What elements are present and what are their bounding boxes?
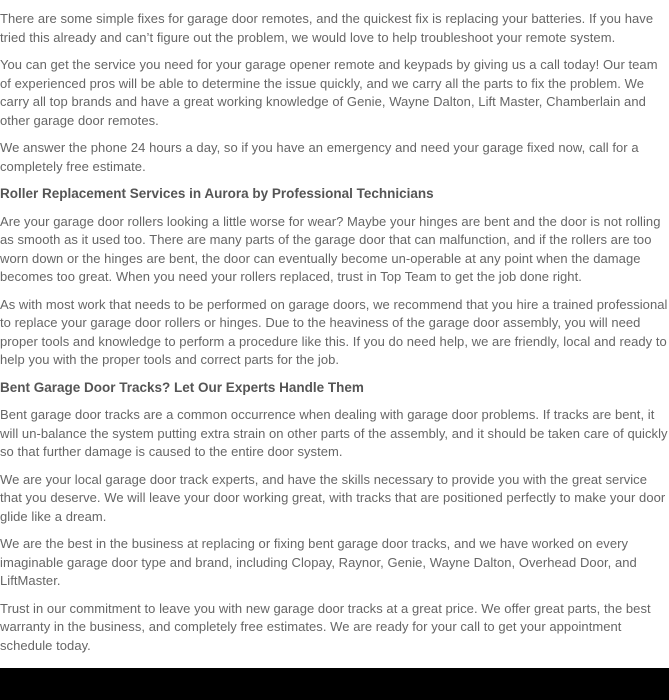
footer-bar: [0, 668, 669, 700]
heading-roller-replacement: Roller Replacement Services in Aurora by Professional Technicians: [0, 186, 434, 201]
paragraph-rollers-professional: As with most work that needs to be performed on garage doors, we recommend that you hire a trained professional to replace your garage door rollers or hinges. Due to the heaviness of the garage door assembly, you will need proper tools and knowledge to perform a procedure like this. If you do need help, we are friendly, local and ready to help you with the proper tools and correct parts for the job.: [0, 296, 668, 367]
heading-bent-tracks: Bent Garage Door Tracks? Let Our Experts Handle Them: [0, 379, 364, 395]
paragraph-remote-service: You can get the service you need for your garage opener remote and keypads by giving us a call today! Our team of experienced pros will be able to determine the issue quickly, and we carry all the parts to fix the problem. We carry all top brands and have a great working knowledge of Genie, Wayne Dalton, Lift Master, Chamberlain and other garage door remotes.: [0, 57, 658, 128]
paragraph-remote-fixes: There are some simple fixes for garage door remotes, and the quickest fix is replacing your batteries. If you have tried this already and can’t figure out the problem, we would love to help troubleshoot your remote system.: [0, 11, 654, 45]
paragraph-24-hours: We answer the phone 24 hours a day, so if you have an emergency and need your garage fixed now, call for a completely free estimate.: [0, 140, 639, 174]
paragraph-tracks-brands: We are the best in the business at replacing or fixing bent garage door tracks, and we have worked on every imaginable garage door type and brand, including Clopay, Raynor, Genie, Wayne Dalton, Overhead Door, and LiftMaster.: [0, 536, 637, 588]
paragraph-tracks-experts: We are your local garage door track experts, and have the skills necessary to provide you with the great service that you deserve. We will leave your door working great, with tracks that are positioned perfectly to make your door glide like a dream.: [0, 471, 666, 524]
paragraph-tracks-common: Bent garage door tracks are a common occurrence when dealing with garage door problems. If tracks are bent, it will un-balance the system putting extra strain on other parts of the assembly, and it should be taken care of quickly so that further damage is caused to the entire door system.: [0, 407, 668, 459]
paragraph-rollers-wear: Are your garage door rollers looking a little worse for wear? Maybe your hinges are bent and the door is not rolling as smooth as it used too. There are many parts of the garage door that can malfunction, and if the rollers are too worn down or the hinges are bent, the door can eventually become un-operable at any point when the damage becomes too great. When you need your rollers replaced, trust in Top Team to get the job done right.: [0, 213, 661, 284]
paragraph-tracks-commitment: Trust in our commitment to leave you with new garage door tracks at a great price. We offer great parts, the best warranty in the business, and completely free estimates. We are ready for your call to get your appointment schedule today.: [0, 600, 651, 653]
